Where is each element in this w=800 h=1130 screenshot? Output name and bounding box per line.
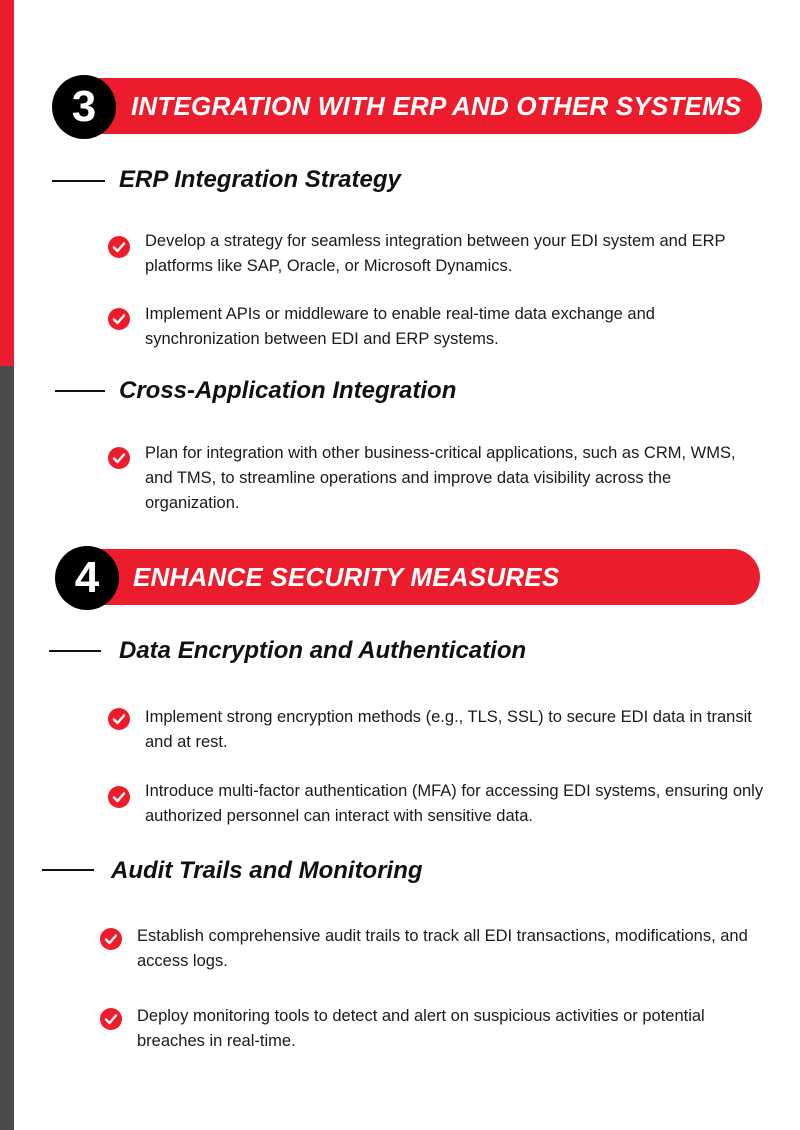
- subsection-rule: [55, 390, 105, 392]
- list-item: Plan for integration with other business-critical applications, such as CRM, WMS, and TMS, to streamline operations and improve data visibility across the organization.: [145, 444, 736, 512]
- sidebar-accent-bar: [0, 0, 14, 366]
- subsection-title: ERP Integration Strategy: [119, 166, 401, 193]
- list-item: Introduce multi-factor authentication (MFA) for accessing EDI systems, ensuring only authorized personnel can interact with sensitive data.: [145, 782, 764, 825]
- check-circle-icon: [108, 786, 130, 808]
- section-3-title: INTEGRATION WITH ERP AND OTHER SYSTEMS: [131, 91, 742, 121]
- check-circle-icon: [108, 447, 130, 469]
- check-circle-icon: [108, 308, 130, 330]
- subsection-title: Audit Trails and Monitoring: [111, 857, 423, 884]
- sidebar-dark-bar: [0, 366, 14, 1130]
- list-item: Develop a strategy for seamless integration between your EDI system and ERP platforms like SAP, Oracle, or Microsoft Dynamics.: [145, 232, 726, 275]
- subsection-rule: [49, 650, 101, 652]
- check-circle-icon: [108, 708, 130, 730]
- subsection-title: Data Encryption and Authentication: [119, 637, 527, 664]
- check-circle-icon: [108, 236, 130, 258]
- check-circle-icon: [100, 1008, 122, 1030]
- subsection-rule: [42, 869, 94, 871]
- list-item: Deploy monitoring tools to detect and alert on suspicious activities or potential breaches in real-time.: [137, 1007, 705, 1050]
- section-3-number-badge: 3: [52, 75, 116, 139]
- check-circle-icon: [100, 928, 122, 950]
- list-item: Implement APIs or middleware to enable real-time data exchange and synchronization between EDI and ERP systems.: [145, 305, 655, 348]
- section-4-title: ENHANCE SECURITY MEASURES: [133, 562, 560, 592]
- section-4-number-badge: 4: [55, 546, 119, 610]
- subsection-title: Cross-Application Integration: [119, 377, 457, 404]
- subsection-rule: [52, 180, 105, 182]
- list-item: Establish comprehensive audit trails to track all EDI transactions, modifications, and access logs.: [137, 927, 748, 970]
- list-item: Implement strong encryption methods (e.g., TLS, SSL) to secure EDI data in transit and at rest.: [145, 708, 752, 751]
